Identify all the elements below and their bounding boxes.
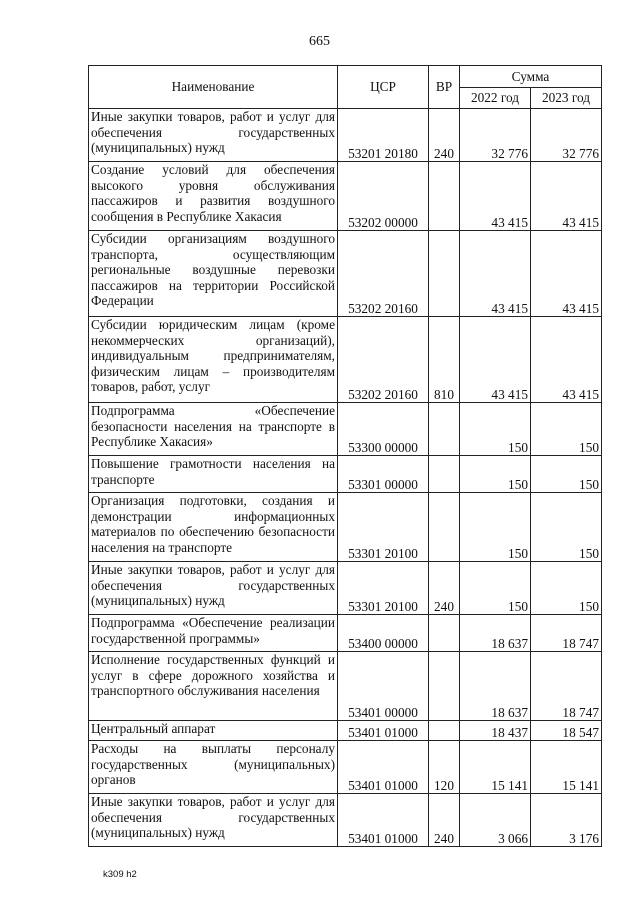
row-csr: 53401 00000 bbox=[338, 652, 429, 721]
page-number: 665 bbox=[309, 34, 330, 49]
table-row bbox=[89, 456, 602, 493]
row-sum-2022: 150 bbox=[460, 456, 531, 493]
row-csr: 53300 00000 bbox=[338, 403, 429, 456]
table-row bbox=[89, 721, 602, 741]
budget-table bbox=[88, 65, 602, 847]
row-sum-2023: 18 747 bbox=[531, 652, 602, 721]
row-sum-2023: 150 bbox=[531, 456, 602, 493]
table-row bbox=[89, 562, 602, 615]
row-name: Центральный аппарат bbox=[89, 721, 338, 741]
table-row bbox=[89, 615, 602, 652]
table-row bbox=[89, 109, 602, 162]
document-code: k309 h2 bbox=[103, 869, 137, 880]
row-sum-2022: 18 437 bbox=[460, 721, 531, 741]
table-row bbox=[89, 317, 602, 403]
table-row bbox=[89, 403, 602, 456]
row-vr bbox=[429, 615, 460, 652]
table-row bbox=[89, 741, 602, 794]
row-csr: 53202 20160 bbox=[338, 231, 429, 317]
row-sum-2022: 43 415 bbox=[460, 162, 531, 231]
header-csr: ЦСР bbox=[338, 66, 429, 109]
row-sum-2022: 15 141 bbox=[460, 741, 531, 794]
row-sum-2022: 150 bbox=[460, 562, 531, 615]
row-name: Расходы на выплаты персоналу государственных (муниципальных) органов bbox=[89, 741, 338, 794]
row-sum-2023: 43 415 bbox=[531, 162, 602, 231]
header-sum: Сумма bbox=[460, 66, 602, 88]
header-name: Наименование bbox=[89, 66, 338, 109]
row-vr: 240 bbox=[429, 109, 460, 162]
row-csr: 53201 20180 bbox=[338, 109, 429, 162]
header-vr: ВР bbox=[429, 66, 460, 109]
row-name: Организация подготовки, создания и демонстрации информационных материалов по обеспечению безопасности населения на транспорте bbox=[89, 493, 338, 562]
row-csr: 53202 20160 bbox=[338, 317, 429, 403]
row-vr: 120 bbox=[429, 741, 460, 794]
row-csr: 53400 00000 bbox=[338, 615, 429, 652]
row-sum-2022: 43 415 bbox=[460, 231, 531, 317]
row-csr: 53202 00000 bbox=[338, 162, 429, 231]
table-row bbox=[89, 162, 602, 231]
row-sum-2023: 150 bbox=[531, 562, 602, 615]
row-sum-2023: 150 bbox=[531, 403, 602, 456]
row-sum-2023: 150 bbox=[531, 493, 602, 562]
row-name: Подпрограмма «Обеспечение безопасности населения на транспорте в Республике Хакасия» bbox=[89, 403, 338, 456]
row-vr: 810 bbox=[429, 317, 460, 403]
row-csr: 53301 20100 bbox=[338, 493, 429, 562]
row-name: Иные закупки товаров, работ и услуг для обеспечения государственных (муниципальных) нужд bbox=[89, 109, 338, 162]
row-sum-2022: 150 bbox=[460, 493, 531, 562]
row-sum-2022: 150 bbox=[460, 403, 531, 456]
row-name: Иные закупки товаров, работ и услуг для обеспечения государственных (муниципальных) нужд bbox=[89, 794, 338, 847]
row-name: Иные закупки товаров, работ и услуг для обеспечения государственных (муниципальных) нужд bbox=[89, 562, 338, 615]
row-vr bbox=[429, 403, 460, 456]
row-vr bbox=[429, 652, 460, 721]
row-sum-2022: 3 066 bbox=[460, 794, 531, 847]
row-sum-2022: 32 776 bbox=[460, 109, 531, 162]
row-vr: 240 bbox=[429, 794, 460, 847]
row-sum-2023: 3 176 bbox=[531, 794, 602, 847]
row-sum-2023: 15 141 bbox=[531, 741, 602, 794]
row-sum-2022: 18 637 bbox=[460, 615, 531, 652]
row-sum-2023: 18 747 bbox=[531, 615, 602, 652]
row-vr bbox=[429, 162, 460, 231]
row-vr bbox=[429, 493, 460, 562]
table-row bbox=[89, 652, 602, 721]
row-csr: 53301 00000 bbox=[338, 456, 429, 493]
row-name: Подпрограмма «Обеспечение реализации государственной программы» bbox=[89, 615, 338, 652]
row-csr: 53401 01000 bbox=[338, 741, 429, 794]
row-sum-2022: 43 415 bbox=[460, 317, 531, 403]
row-name: Создание условий для обеспечения высокого уровня обслуживания пассажиров и развития воздушного сообщения в Республике Хакасия bbox=[89, 162, 338, 231]
row-name: Субсидии организациям воздушного транспорта, осуществляющим региональные воздушные перевозки пассажиров на территории Российской Федерации bbox=[89, 231, 338, 317]
row-sum-2023: 18 547 bbox=[531, 721, 602, 741]
table-row bbox=[89, 231, 602, 317]
row-vr bbox=[429, 456, 460, 493]
row-sum-2022: 18 637 bbox=[460, 652, 531, 721]
row-csr: 53401 01000 bbox=[338, 794, 429, 847]
row-sum-2023: 43 415 bbox=[531, 317, 602, 403]
table-row bbox=[89, 493, 602, 562]
table-row bbox=[89, 794, 602, 847]
row-name: Повышение грамотности населения на транспорте bbox=[89, 456, 338, 493]
row-vr: 240 bbox=[429, 562, 460, 615]
row-vr bbox=[429, 721, 460, 741]
row-sum-2023: 43 415 bbox=[531, 231, 602, 317]
row-csr: 53301 20100 bbox=[338, 562, 429, 615]
row-name: Субсидии юридическим лицам (кроме некоммерческих организаций), индивидуальным предпринимателям, физическим лицам – производителям товаров, работ, услуг bbox=[89, 317, 338, 403]
row-name: Исполнение государственных функций и услуг в сфере дорожного хозяйства и транспортного обслуживания населения bbox=[89, 652, 338, 721]
row-csr: 53401 01000 bbox=[338, 721, 429, 741]
row-sum-2023: 32 776 bbox=[531, 109, 602, 162]
row-vr bbox=[429, 231, 460, 317]
header-year-2023: 2023 год bbox=[531, 88, 602, 109]
header-year-2022: 2022 год bbox=[460, 88, 531, 109]
